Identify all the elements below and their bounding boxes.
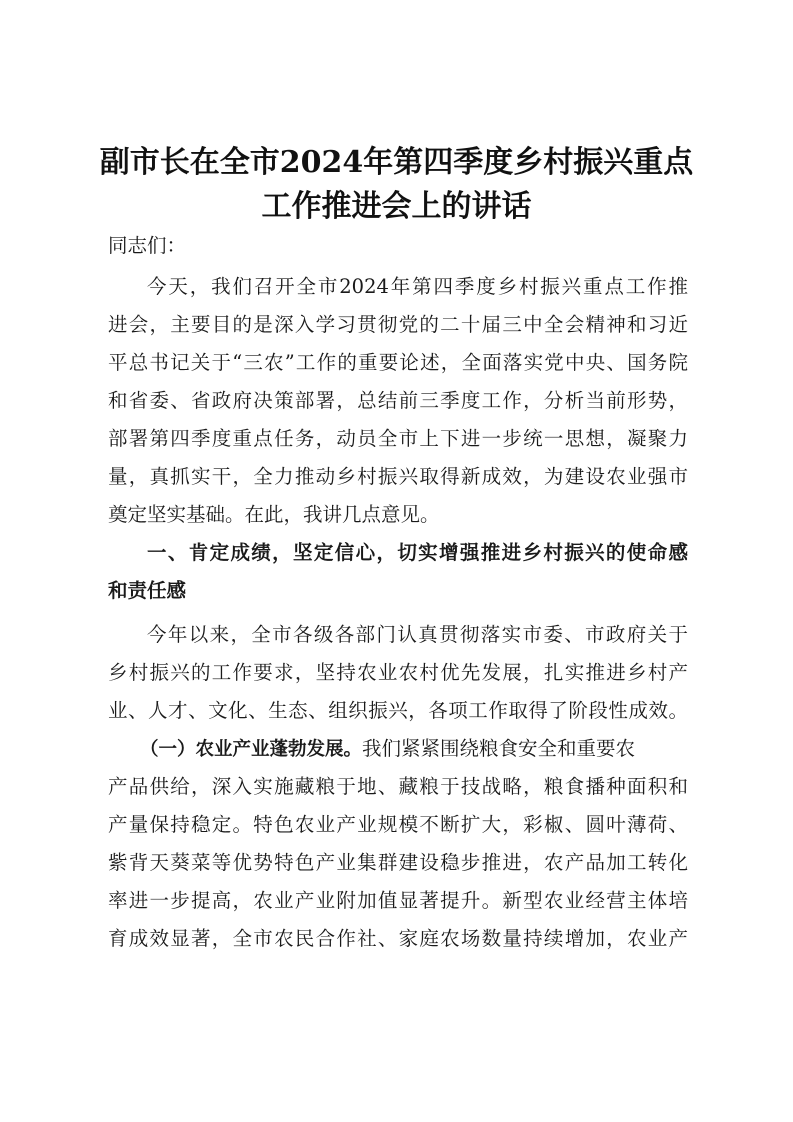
document-title-line-1: 副市长在全市2024年第四季度乡村振兴重点 (99, 145, 694, 180)
document-title-line-2: 工作推进会上的讲话 (261, 189, 532, 224)
salutation: 同志们： (108, 234, 187, 257)
paragraph-1-line: 奠定坚实基础。在此，我讲几点意见。 (108, 503, 440, 526)
subsection-lead: （一）农业产业蓬勃发展。 (140, 739, 363, 760)
paragraph-1-line: 部署第四季度重点任务，动员全市上下进一步统一思想，凝聚力 (108, 427, 688, 450)
paragraph-3-line: 率进一步提高，农业产业附加值显著提升。新型农业经营主体培 (108, 889, 688, 912)
paragraph-3-first-line-text: 我们紧紧围绕粮食安全和重要农 (362, 737, 636, 760)
paragraph-1-line: 和省委、省政府决策部署，总结前三季度工作，分析当前形势， (108, 389, 688, 412)
paragraph-2-line: 业、人才、文化、生态、组织振兴，各项工作取得了阶段性成效。 (108, 699, 688, 722)
paragraph-1-line: 平总书记关于“三农”工作的重要论述，全面落实党中央、国务院 (108, 351, 688, 374)
paragraph-3-first-line (140, 733, 688, 766)
section-heading-1-cont: 和责任感 (108, 579, 187, 602)
paragraph-3-line: 产品供给，深入实施藏粮于地、藏粮于技战略，粮食播种面积和 (108, 775, 688, 798)
paragraph-3-line: 育成效显著，全市农民合作社、家庭农场数量持续增加，农业产 (108, 927, 688, 950)
paragraph-2-line: 今年以来，全市各级各部门认真贯彻落实市委、市政府关于 (147, 623, 688, 646)
paragraph-1-line: 进会，主要目的是深入学习贯彻党的二十届三中全会精神和习近 (108, 313, 688, 336)
paragraph-3-line: 紫背天葵菜等优势特色产业集群建设稳步推进，农产品加工转化 (108, 851, 688, 874)
paragraph-1-line: 今天，我们召开全市2024年第四季度乡村振兴重点工作推 (147, 275, 688, 298)
paragraph-3-line: 产量保持稳定。特色农业产业规模不断扩大，彩椒、圆叶薄荷、 (108, 813, 688, 836)
paragraph-1-line: 量，真抓实干，全力推动乡村振兴取得新成效，为建设农业强市 (108, 465, 688, 488)
paragraph-2-line: 乡村振兴的工作要求，坚持农业农村优先发展，扎实推进乡村产 (108, 661, 688, 684)
section-heading-1: 一、肯定成绩，坚定信心，切实增强推进乡村振兴的使命感 (147, 541, 688, 564)
